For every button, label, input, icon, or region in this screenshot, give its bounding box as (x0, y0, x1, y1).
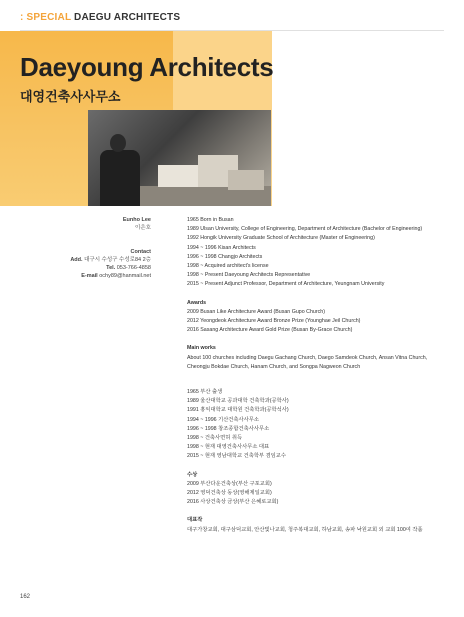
career-en-item: 1994 ~ 1996 Kisan Architects (187, 244, 256, 251)
page-subtitle: 대영건축사사무소 (20, 89, 121, 104)
contact-address (70, 256, 151, 264)
award-en-item: 2012 Yeongdeok Architecture Award Bronze Prize (Younghae Jeil Church) (187, 318, 361, 325)
architect-name-en: Eunho Lee (122, 217, 151, 223)
tel-label: Tel. (106, 265, 116, 271)
award-ko-item: 2009 부산다운건축상(부산 구포교회) (187, 480, 272, 487)
page-title: Daeyoung Architects (20, 52, 274, 82)
career-ko-item: 1991 홍익대학교 대학원 건축학과(공학석사) (187, 407, 289, 414)
career-en-item: 1998 ~ Present Daeyoung Architects Representative (187, 272, 311, 279)
mainworks-ko-heading: 대표작 (187, 517, 203, 524)
career-ko-item: 1996 ~ 1998 창조종합건축사사무소 (187, 425, 270, 432)
career-en-item: 1989 Ulsan University, College of Engineering, Department of Architecture (Bachelor of Engineering) (187, 226, 423, 233)
contact-email (70, 272, 151, 280)
section-spacer (187, 372, 449, 388)
address-value: 대구시 수성구 수성로84 2층 (84, 257, 151, 263)
career-en-item: 1998 ~ Acquired architect's license (187, 263, 269, 270)
section-label-rest: DAEGU ARCHITECTS (71, 12, 181, 23)
email-value: ochy89@hanmail.net (99, 273, 151, 279)
career-en-item: 1965 Born in Busan (187, 217, 234, 223)
profile-contact (70, 216, 151, 280)
career-ko-item: 1965 부산 출생 (187, 389, 223, 396)
mainworks-ko-text: 대구가창교회, 대구삼덕교회, 안산빛나교회, 청주복대교회, 하남교회, 송파 낙원교회 외 교회 100여 작품 (187, 526, 423, 533)
mainworks-en-text: About 100 churches including Daegu Gachang Church, Daego Samdeok Church, Ansan Vitna Church, Cheongju Bokdae Church, Hanam Church, and Songpa Nagweon Church (187, 354, 428, 370)
architect-name-ko: 이은호 (135, 225, 151, 231)
career-en-item: 1996 ~ 1998 Changjo Architects (187, 253, 263, 260)
page-number: 162 (20, 594, 31, 600)
career-ko-item: 1998 ~ 현재 대영건축사사무소 대표 (187, 444, 270, 451)
awards-en-heading: Awards (187, 299, 207, 306)
photo-person-body (100, 150, 140, 206)
mainworks-en-heading: Main works (187, 345, 216, 352)
header-bar (0, 0, 464, 30)
architect-photo (88, 110, 271, 206)
award-en-item: 2016 Sasang Architecture Award Gold Prize (Busan By-Grace Church) (187, 327, 353, 334)
career-ko-item: 1998 ~ 건축사면허 취득 (187, 435, 243, 442)
career-en (187, 216, 449, 290)
photo-model (228, 170, 264, 190)
career-ko-item: 1994 ~ 1996 기산건축사사무소 (187, 416, 260, 423)
career-ko-item: 1989 울산대학교 공과대학 건축학과(공학사) (187, 398, 289, 405)
photo-person-head (110, 134, 126, 152)
award-ko-item: 2012 영덕건축상 동상(영해제일교회) (187, 490, 272, 497)
award-en-item: 2009 Busan Like Architecture Award (Busan Gupo Church) (187, 308, 325, 315)
career-en-item: 1992 Hongik University Graduate School of Architecture (Master of Engineering) (187, 235, 375, 242)
email-label: E-mail (81, 273, 98, 279)
section-label (20, 12, 180, 23)
section-label-prefix: : SPECIAL (20, 12, 72, 23)
career-en-item: 2015 ~ Present Adjunct Professor, Department of Architecture, Yeungnam University (187, 281, 385, 288)
awards-ko-heading: 수상 (187, 471, 198, 478)
contact-tel (70, 264, 151, 272)
contact-heading: Contact (130, 249, 151, 255)
career-ko-item: 2015 ~ 현재 영남대학교 건축학부 겸임교수 (187, 453, 286, 460)
award-ko-item: 2016 사상건축상 금상(부산 은혜로교회) (187, 499, 279, 506)
career-ko (187, 388, 449, 462)
address-label: Add. (70, 257, 83, 263)
biography (187, 216, 449, 535)
tel-value: 053-766-4858 (116, 265, 151, 271)
